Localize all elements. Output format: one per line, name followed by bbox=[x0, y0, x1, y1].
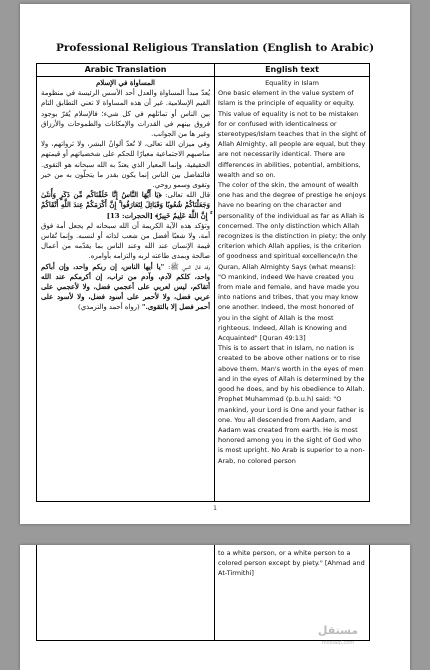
english-text-body bbox=[215, 77, 369, 466]
english-column bbox=[215, 64, 369, 501]
translation-table bbox=[36, 63, 370, 502]
arabic-quran-verse: ﴿يَا أَيُّهَا النَّاسُ إِنَّا خَلَقْنَاكُم مِّن ذَكَرٍ وَأُنثَىٰ وَجَعَلْنَاكُمْ شُعُوبًا وَقَبَائِلَ لِتَعَارَفُوا ۚ إِنَّ أَكْرَمَكُمْ عِندَ اللَّهِ أَتْقَاكُمْ ۚ إِنَّ اللَّهَ عَلِيمٌ خَبِيرٌ﴾ bbox=[41, 191, 210, 220]
english-paragraph-1: One basic element in the value system of Islam is the principle of equality or equity. This value of equality is not to be mistaken for or confused with identicalness or stereotypes/Islam teaches that in the sight of Allah Almighty, all people are equal, but they are not necessarily identical. There are differences in abilities, potential, ambitions, wealth and so on. bbox=[218, 89, 367, 179]
arabic-paragraph-1: يُعدّ مبدأ المساواة والعدل أحد الأسس الرئيسة في منظومة القيم الإسلامية. غير أن هذه المساواة لا تعني التطابق التام بين الناس أو تماثلهم في كل شيء؛ فالإسلام يُقرّ بوجود فروق بينهم في القدرات والإمكانات والطموحات والأرزاق وغير ها من الجوانب. bbox=[41, 89, 210, 139]
watermark-subtext: mostaql.com bbox=[321, 640, 355, 646]
page-number: 1 bbox=[213, 505, 217, 512]
arabic-paragraph-5 bbox=[41, 262, 210, 313]
english-paragraph-2: The color of the skin, the amount of wealth one has and the degree of prestige he enjoys have no bearing on the character and personality of the individual as far as Allah is concerned. The only distinction which Allah recognizes is the distinction in piety; the only criterion which Allah applies, is the criterion of goodness and spiritual excellence/In the Quran, Allah Almighty Says (what means): "O mankind, indeed We have created you from male and female, and have made you into nations and tribes, that you may know one another. Indeed, the most honored of you in the sight of Allah is the most righteous. Indeed, Allah is Knowing and Acquainted" [Quran 49:13] bbox=[218, 181, 366, 343]
arabic-text-body bbox=[37, 77, 214, 313]
english-text-body-continued bbox=[215, 545, 369, 579]
arabic-verse-reference: [الحجرات: 13] bbox=[106, 211, 153, 220]
document-title: Professional Religious Translation (English to Arabic) bbox=[55, 42, 375, 54]
arabic-paragraph-2: وفي ميزان الله تعالى، لا تُعدّ ألوانُ البشر، ولا ثرواتهم، ولا مناصبهم الاجتماعية معيارًا للحكم على شخصياتهم أو قيمتهم الحقيقية. وإنما المعيار الذي يعتدّ به الله سبحانه هو التقوى. فالتفاضل بين الناس إنما يكون بقدر ما يتحلّون به من خير وتقوى وسمو روحي. bbox=[41, 140, 210, 190]
arabic-verse-intro: قال الله تعالى: bbox=[165, 191, 210, 200]
english-section-title: Equality in Islam bbox=[265, 79, 319, 87]
arabic-hadith: "يا أيها الناس، إن ربكم واحد، وإن أباكم واحد، كلكم لآدم، وآدم من تراب، إن أكرمكم عند الله أتقاكم، ليس لعربي على أعجمي فضل، ولا لأعجمي على عربي فضل، ولا لأحمر على أسود فضل، ولا لأسود على أحمر فضل إلا بالتقوى." bbox=[41, 262, 210, 312]
english-paragraph-4: Prophet Muhammad (p.b.u.h) said: "O mankind, your Lord is One and your father is one. You all descended from Aadam, and Aadam was created from earth. He is most honored among you in the sight of God who is most upright. No Arab is superior to a non-Arab, no colored person bbox=[218, 395, 365, 465]
english-paragraph-4-continued: to a white person, or a white person to a colored person except by piety." [Ahmad and At-Tirmithi] bbox=[218, 549, 365, 578]
arabic-paragraph-3 bbox=[41, 190, 210, 221]
document-page-1 bbox=[20, 4, 410, 524]
english-column-header: English text bbox=[215, 64, 369, 77]
english-paragraph-3: This is to assert that in Islam, no nation is created to be above other nations or to rise above them. Man's worth in the eyes of men and in the eyes of Allah is determined by the good he does, and by his obedience to Allah. bbox=[218, 344, 365, 394]
arabic-column-header: Arabic Translation bbox=[37, 64, 214, 77]
arabic-paragraph-4: وتؤكد هذه الآية الكريمة أن الله سبحانه لم يجعل أمة فوق أمة، ولا شعبًا أفضل من شعب لذاته أو لنسبه. وإنما تُقاس قيمة الإنسان عند الله وعند الناس بما يقدّمه من أعمال صالحة وبمدى طاعته لربه والتزامه بأوامره. bbox=[41, 221, 210, 261]
arabic-column bbox=[37, 64, 215, 501]
watermark-logo bbox=[306, 624, 370, 652]
arabic-section-title: المساواة في الإسلام bbox=[96, 79, 155, 87]
arabic-hadith-intro: وقد قال النبي ﷺ: bbox=[168, 262, 211, 271]
watermark-text: مستقل bbox=[317, 624, 359, 637]
arabic-column-continued bbox=[37, 545, 215, 640]
arabic-hadith-reference: (رواه أحمد والترمذي) bbox=[78, 303, 140, 312]
